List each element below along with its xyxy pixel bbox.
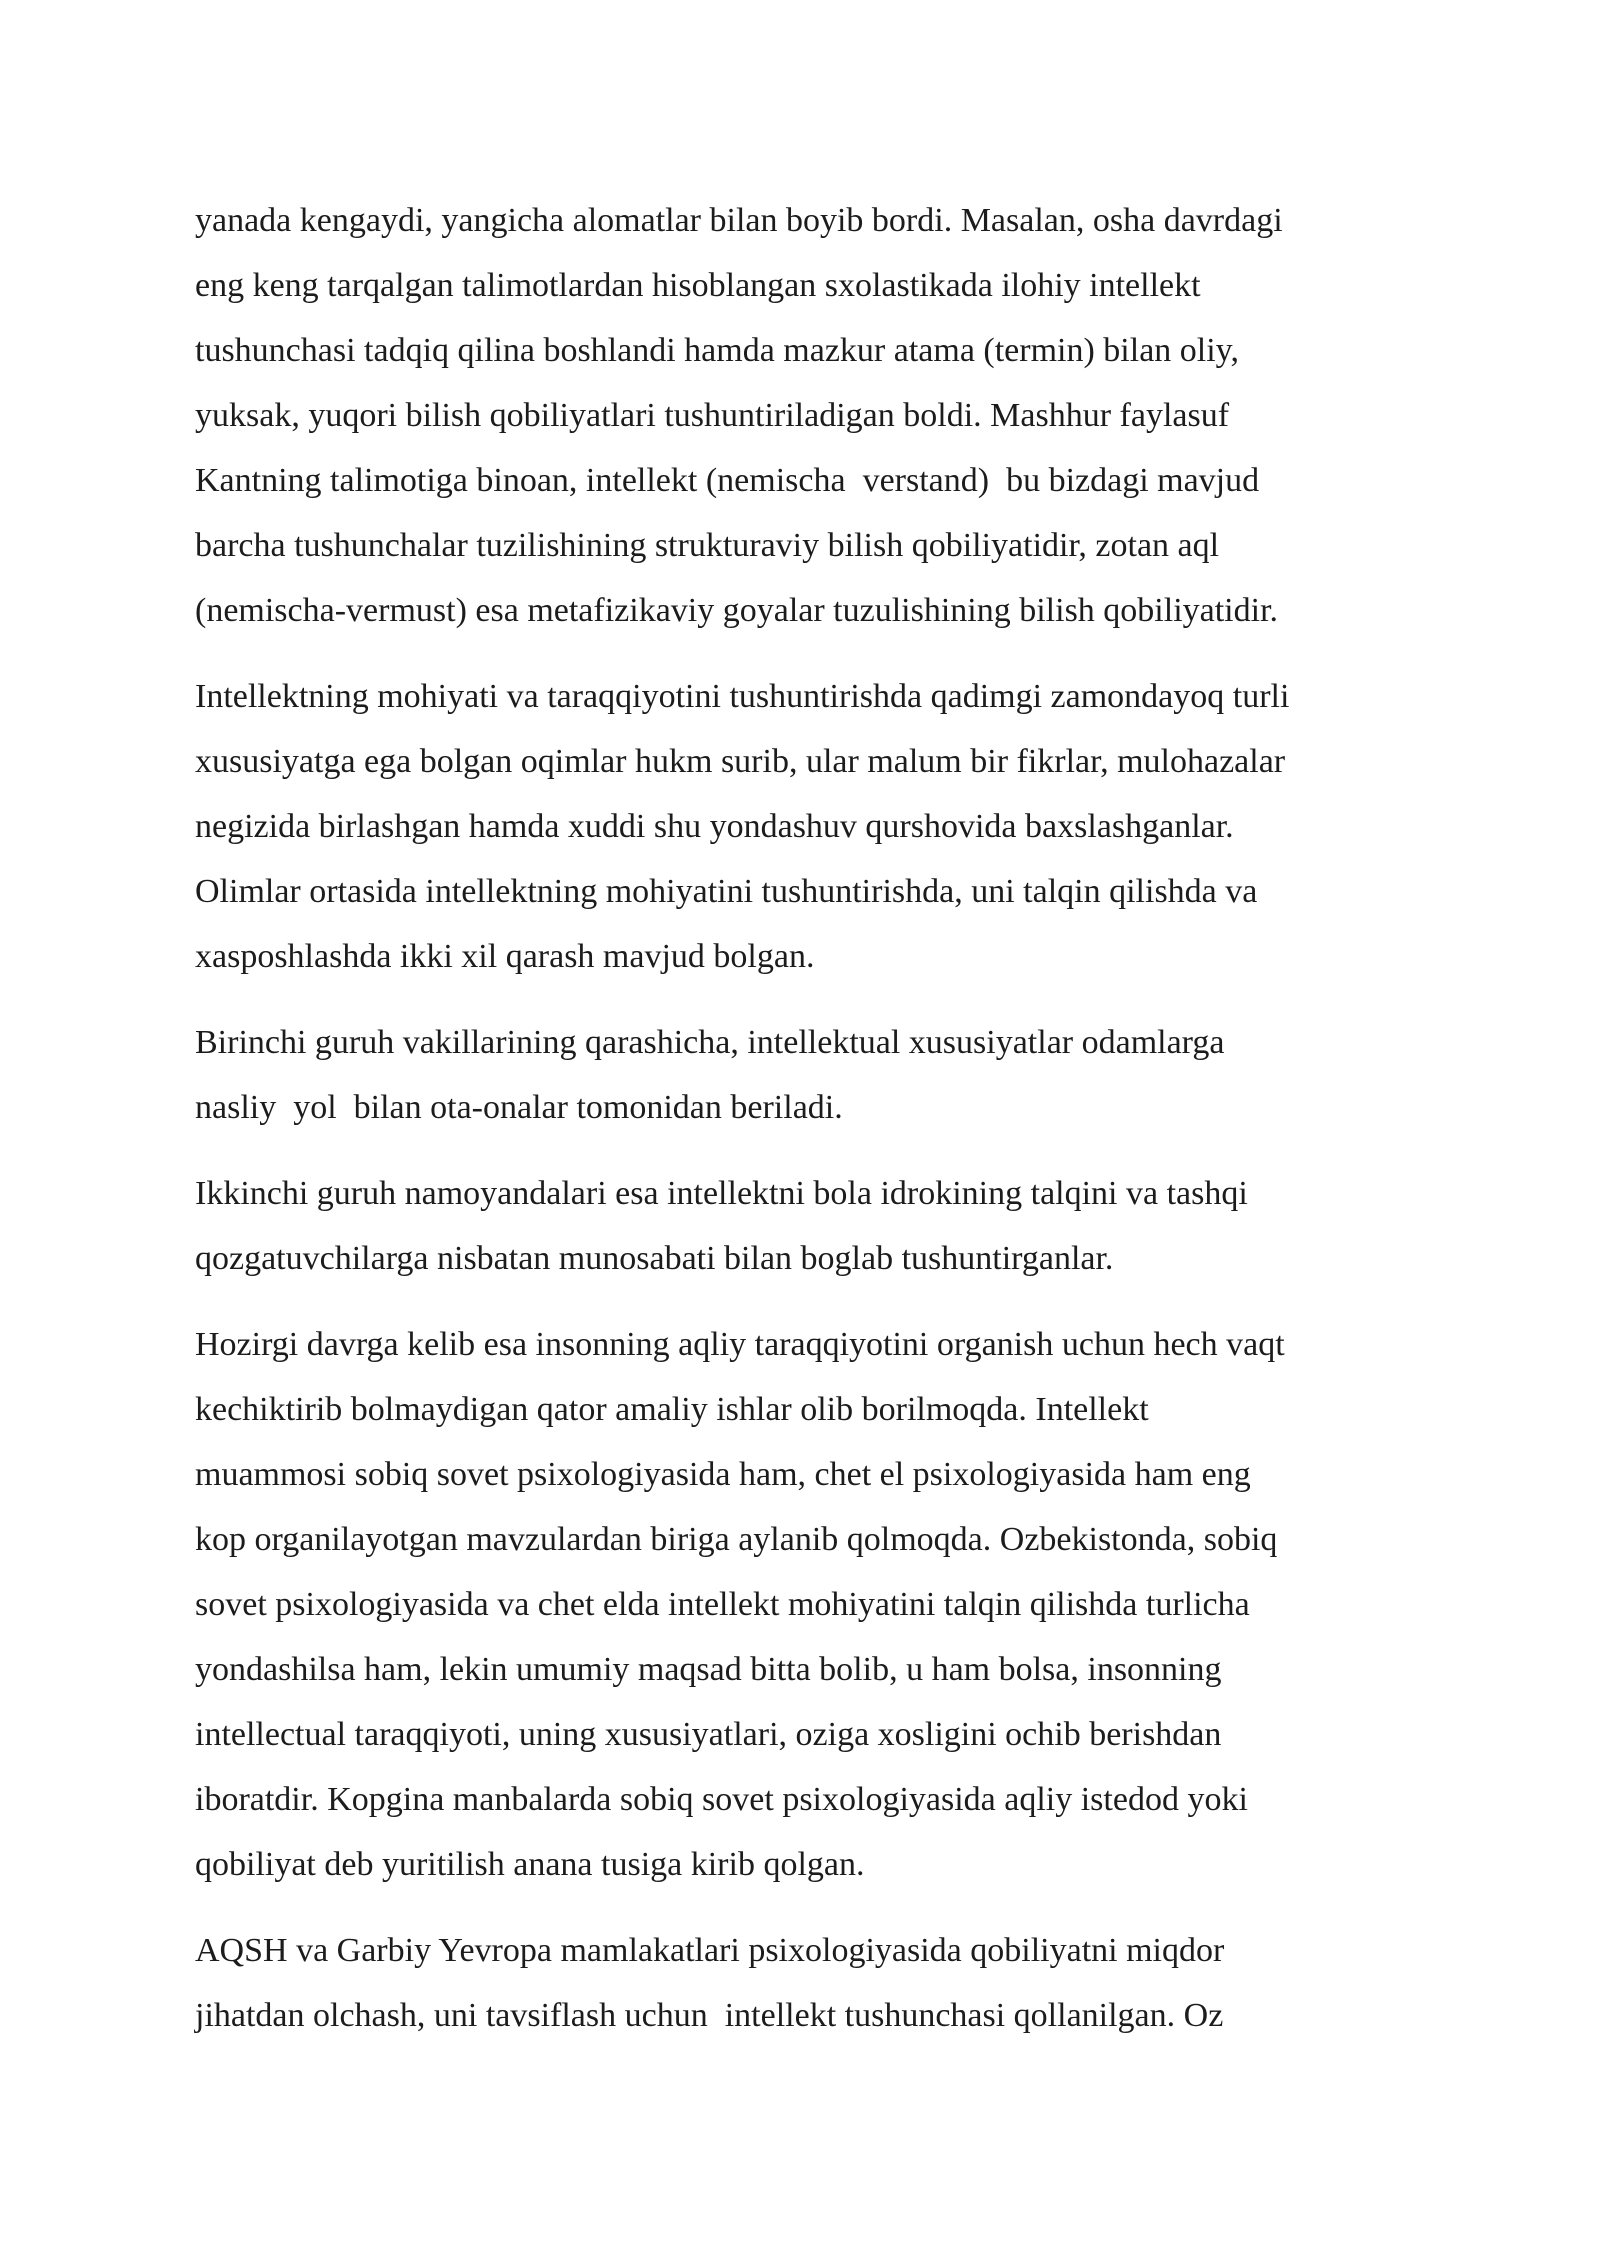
text-line: Ikkinchi guruh namoyandalari esa intellektni bola idrokining talqini va tashqi [195,1175,1248,1212]
text-line: barcha tushunchalar tuzilishining strukturaviy bilish qobiliyatidir, zotan aql [195,527,1220,564]
text-line: xususiyatga ega bolgan oqimlar hukm surib, ular malum bir fikrlar, mulohazalar [195,743,1286,780]
text-line: (nemischa-vermust) esa metafizikaviy goyalar tuzulishining bilish qobiliyatidir. [195,592,1279,629]
text-line: kop organilayotgan mavzulardan biriga aylanib qolmoqda. Ozbekistonda, sobiq [195,1521,1278,1558]
text-line: eng keng tarqalgan talimotlardan hisoblangan sxolastikada ilohiy intellekt [195,267,1201,304]
text-line: intellectual taraqqiyoti, uning xususiyatlari, oziga xosligini ochib berishdan [195,1716,1222,1753]
text-line: sovet psixologiyasida va chet elda intellekt mohiyatini talqin qilishda turlicha [195,1586,1250,1623]
text-line: nasliy yol bilan ota-onalar tomonidan beriladi. [195,1089,843,1126]
text-line: Intellektning mohiyati va taraqqiyotini tushuntirishda qadimgi zamondayoq turli [195,678,1290,715]
text-line: yondashilsa ham, lekin umumiy maqsad bitta bolib, u ham bolsa, insonning [195,1651,1222,1688]
text-line: iboratdir. Kopgina manbalarda sobiq sovet psixologiyasida aqliy istedod yoki [195,1781,1248,1818]
paragraph-5 [195,1312,1435,1897]
text-line: qobiliyat deb yuritilish anana tusiga kirib qolgan. [195,1846,865,1883]
text-line: qozgatuvchilarga nisbatan munosabati bilan boglab tushuntirganlar. [195,1240,1114,1277]
text-line: Birinchi guruh vakillarining qarashicha, intellektual xususiyatlar odamlarga [195,1024,1225,1061]
text-line: yanada kengaydi, yangicha alomatlar bilan boyib bordi. Masalan, osha davrdagi [195,202,1283,239]
text-line: muammosi sobiq sovet psixologiyasida ham, chet el psixologiyasida ham eng [195,1456,1251,1493]
text-line: kechiktirib bolmaydigan qator amaliy ishlar olib borilmoqda. Intellekt [195,1391,1149,1428]
text-line: tushunchasi tadqiq qilina boshlandi hamda mazkur atama (termin) bilan oliy, [195,332,1239,369]
text-line: negizida birlashgan hamda xuddi shu yondashuv qurshovida baxslashganlar. [195,808,1234,845]
paragraph-2 [195,664,1435,989]
paragraph-4 [195,1161,1435,1291]
paragraph-6 [195,1918,1435,2048]
text-line: Kantning talimotiga binoan, intellekt (nemischa verstand) bu bizdagi mavjud [195,462,1260,499]
paragraph-3 [195,1010,1435,1140]
document-page [195,188,1435,2069]
text-line: AQSH va Garbiy Yevropa mamlakatlari psixologiyasida qobiliyatni miqdor [195,1932,1225,1969]
text-line: Olimlar ortasida intellektning mohiyatini tushuntirishda, uni talqin qilishda va [195,873,1258,910]
text-line: yuksak, yuqori bilish qobiliyatlari tushuntiriladigan boldi. Mashhur faylasuf [195,397,1230,434]
text-line: jihatdan olchash, uni tavsiflash uchun intellekt tushunchasi qollanilgan. Oz [195,1997,1224,2034]
text-line: xasposhlashda ikki xil qarash mavjud bolgan. [195,938,815,975]
paragraph-1 [195,188,1435,643]
text-line: Hozirgi davrga kelib esa insonning aqliy taraqqiyotini organish uchun hech vaqt [195,1326,1285,1363]
